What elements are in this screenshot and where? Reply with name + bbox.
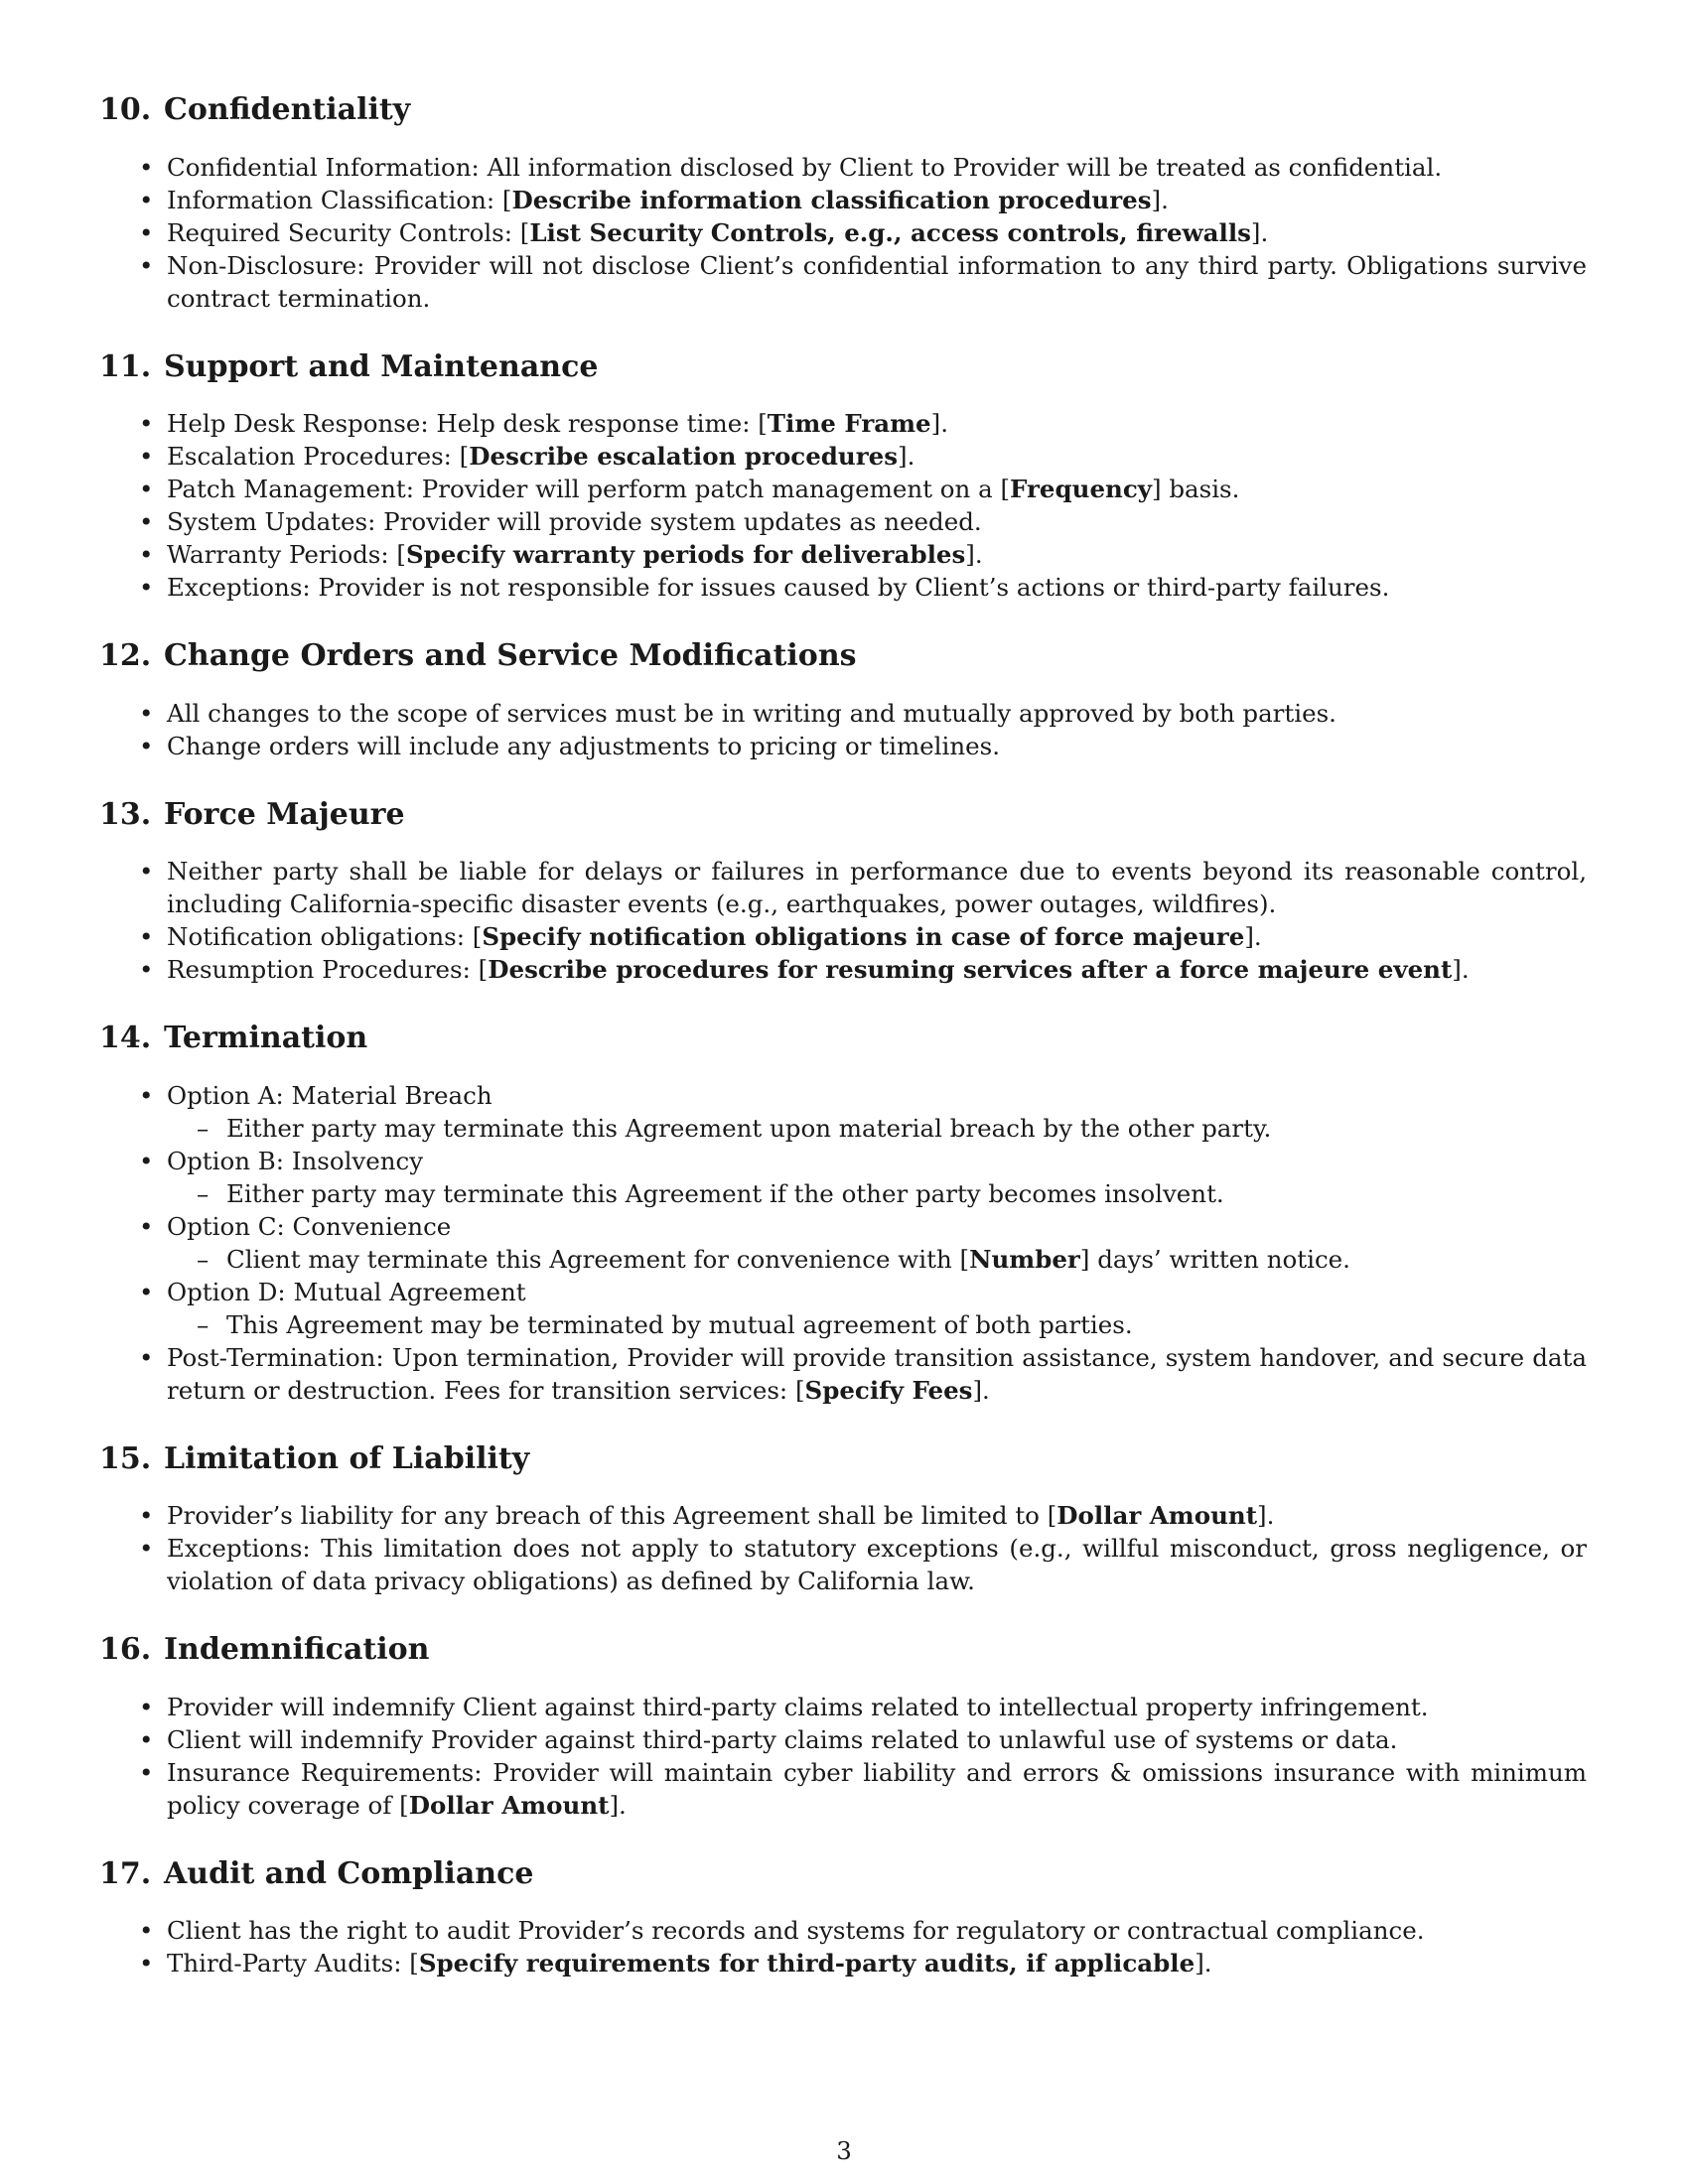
item-text: ]. xyxy=(1452,955,1470,984)
item-text: ]. xyxy=(930,409,948,438)
item-text: Option A: Material Breach xyxy=(167,1080,492,1110)
placeholder-text: Describe escalation procedures xyxy=(469,442,899,471)
item-text: Client has the right to audit Provider’s records and systems for regulatory or contractual compliance. xyxy=(167,1916,1425,1945)
item-text: Confidential Information: All information disclosed by Client to Provider will be treated as confidential. xyxy=(167,152,1443,182)
item-text: Client will indemnify Provider against third-party claims related to unlawful use of systems or data. xyxy=(167,1724,1398,1754)
section-heading xyxy=(99,1631,1587,1669)
list-item xyxy=(99,1499,1587,1532)
section-number: 10. xyxy=(99,92,152,127)
list-item xyxy=(99,407,1587,440)
section-title: Support and Maintenance xyxy=(164,348,599,384)
section xyxy=(99,1631,1587,1822)
item-text: ]. xyxy=(1151,185,1169,214)
list-item xyxy=(99,505,1587,538)
list-item xyxy=(99,184,1587,216)
section xyxy=(99,796,1587,987)
bullet-list xyxy=(99,1691,1587,1822)
item-text: Patch Management: Provider will perform patch management on a [ xyxy=(167,475,1011,503)
list-item xyxy=(99,730,1587,762)
item-text: Non-Disclosure: Provider will not disclose Client’s confidential information to any third party. Obligations survive contract termination. xyxy=(167,250,1587,313)
sub-list xyxy=(167,1112,1587,1145)
list-item xyxy=(99,1914,1587,1947)
list-item xyxy=(99,1276,1587,1341)
list-item xyxy=(99,1691,1587,1723)
section-number: 14. xyxy=(99,1021,152,1055)
section-heading xyxy=(99,637,1587,675)
section-number: 15. xyxy=(99,1440,152,1476)
section-number: 17. xyxy=(99,1855,152,1891)
item-text: ]. xyxy=(965,540,983,569)
sub-list xyxy=(167,1243,1587,1276)
item-text: Required Security Controls: [ xyxy=(167,217,530,247)
placeholder-text: Specify notification obligations in case of force majeure xyxy=(482,922,1245,951)
section-number: 12. xyxy=(99,638,152,673)
list-item xyxy=(99,1947,1587,1979)
item-text: Post-Termination: Upon termination, Provider will provide transition assistance, system handover, and secure data return or destruction. Fees for transition services: [ xyxy=(167,1342,1587,1405)
section-heading xyxy=(99,91,1587,129)
item-text: ]. xyxy=(1257,1501,1275,1530)
list-item xyxy=(99,855,1587,920)
list-item xyxy=(99,1341,1587,1407)
list-item xyxy=(99,1079,1587,1145)
list-item xyxy=(99,473,1587,505)
section-title: Change Orders and Service Modifications xyxy=(164,638,857,673)
list-item xyxy=(99,1756,1587,1822)
list-item xyxy=(99,1532,1587,1597)
list-item xyxy=(99,1723,1587,1756)
item-text: Client may terminate this Agreement for convenience with [ xyxy=(226,1244,970,1274)
bullet-list xyxy=(99,407,1587,604)
section xyxy=(99,1855,1587,1980)
placeholder-text: Frequency xyxy=(1010,475,1153,503)
item-text: ]. xyxy=(1195,1949,1212,1978)
item-text: Option B: Insolvency xyxy=(167,1146,424,1175)
section-title: Force Majeure xyxy=(164,796,405,832)
placeholder-text: List Security Controls, e.g., access controls, firewalls xyxy=(529,217,1251,247)
item-text: Provider’s liability for any breach of this Agreement shall be limited to [ xyxy=(167,1501,1057,1530)
placeholder-text: Time Frame xyxy=(767,409,931,438)
placeholder-text: Describe information classification procedures xyxy=(511,185,1152,214)
section xyxy=(99,1020,1587,1407)
placeholder-text: Dollar Amount xyxy=(408,1790,610,1820)
item-text: Option D: Mutual Agreement xyxy=(167,1277,526,1306)
section xyxy=(99,348,1587,605)
item-text: ]. xyxy=(1250,217,1269,247)
section-heading xyxy=(99,1855,1587,1893)
bullet-list xyxy=(99,1499,1587,1597)
placeholder-text: Number xyxy=(969,1244,1080,1274)
item-text: ]. xyxy=(1244,922,1262,951)
sub-list xyxy=(167,1308,1587,1341)
page-number: 3 xyxy=(836,2136,852,2165)
item-text: Information Classification: [ xyxy=(167,185,512,214)
item-text: Neither party shall be liable for delays or failures in performance due to events beyond its reasonable control, including California-specific disaster events (e.g., earthquakes, power outages, wildfires). xyxy=(167,857,1587,918)
section-title: Termination xyxy=(164,1021,368,1055)
item-text: System Updates: Provider will provide system updates as needed. xyxy=(167,507,982,536)
item-text: Exceptions: This limitation does not apply to statutory exceptions (e.g., willful misconduct, gross negligence, or violation of data privacy obligations) as defined by California law. xyxy=(167,1534,1587,1595)
section xyxy=(99,1440,1587,1598)
placeholder-text: Specify requirements for third-party audits, if applicable xyxy=(418,1949,1196,1978)
list-item xyxy=(99,697,1587,730)
bullet-list xyxy=(99,1914,1587,1979)
list-item xyxy=(99,1210,1587,1276)
sub-list-item xyxy=(167,1243,1587,1276)
placeholder-text: Specify Fees xyxy=(804,1375,973,1405)
section-title: Audit and Compliance xyxy=(164,1855,534,1891)
section-number: 16. xyxy=(99,1632,152,1667)
sub-list-item xyxy=(167,1112,1587,1145)
section xyxy=(99,91,1587,315)
item-text: All changes to the scope of services must be in writing and mutually approved by both parties. xyxy=(167,698,1336,728)
bullet-list xyxy=(99,697,1587,762)
list-item xyxy=(99,1145,1587,1210)
list-item xyxy=(99,216,1587,249)
item-text: Notification obligations: [ xyxy=(167,922,483,951)
list-item xyxy=(99,953,1587,986)
item-text: ]. xyxy=(898,442,915,471)
section-heading xyxy=(99,1020,1587,1057)
item-text: ] days’ written notice. xyxy=(1079,1244,1350,1274)
item-text: Escalation Procedures: [ xyxy=(167,442,470,471)
section-title: Limitation of Liability xyxy=(164,1440,530,1476)
list-item xyxy=(99,571,1587,604)
item-text: Resumption Procedures: [ xyxy=(167,955,489,984)
item-text: ]. xyxy=(972,1375,990,1405)
item-text: Exceptions: Provider is not responsible for issues caused by Client’s actions or third-party failures. xyxy=(167,573,1390,602)
item-text: Either party may terminate this Agreement upon material breach by the other party. xyxy=(226,1113,1272,1143)
section-heading xyxy=(99,348,1587,386)
item-text: Option C: Convenience xyxy=(167,1211,452,1241)
item-text: Provider will indemnify Client against third-party claims related to intellectual property infringement. xyxy=(167,1692,1429,1721)
document-page xyxy=(99,91,1587,2013)
list-item xyxy=(99,538,1587,571)
bullet-list xyxy=(99,151,1587,315)
item-text: Third-Party Audits: [ xyxy=(167,1949,419,1978)
placeholder-text: Specify warranty periods for deliverables xyxy=(405,540,966,569)
item-text: Either party may terminate this Agreement if the other party becomes insolvent. xyxy=(226,1178,1224,1208)
list-item xyxy=(99,249,1587,315)
sub-list xyxy=(167,1177,1587,1210)
list-item xyxy=(99,151,1587,184)
section-heading xyxy=(99,796,1587,834)
item-text: Warranty Periods: [ xyxy=(167,540,406,569)
placeholder-text: Dollar Amount xyxy=(1056,1501,1258,1530)
section xyxy=(99,637,1587,762)
item-text: Help Desk Response: Help desk response time: [ xyxy=(167,409,768,438)
sub-list-item xyxy=(167,1177,1587,1210)
item-text: ] basis. xyxy=(1152,475,1240,503)
list-item xyxy=(99,920,1587,953)
item-text: This Agreement may be terminated by mutual agreement of both parties. xyxy=(226,1309,1133,1339)
item-text: Change orders will include any adjustments to pricing or timelines. xyxy=(167,731,1000,760)
item-text: ]. xyxy=(609,1790,627,1820)
section-title: Indemnification xyxy=(164,1632,430,1667)
bullet-list xyxy=(99,1079,1587,1407)
bullet-list xyxy=(99,855,1587,986)
item-text: Insurance Requirements: Provider will maintain cyber liability and errors & omissions insurance with minimum policy coverage of [ xyxy=(167,1757,1587,1820)
list-item xyxy=(99,440,1587,473)
sub-list-item xyxy=(167,1308,1587,1341)
placeholder-text: Describe procedures for resuming services after a force majeure event xyxy=(488,955,1453,984)
section-number: 13. xyxy=(99,796,152,832)
section-number: 11. xyxy=(99,348,152,384)
section-heading xyxy=(99,1440,1587,1478)
section-title: Confidentiality xyxy=(164,92,411,127)
